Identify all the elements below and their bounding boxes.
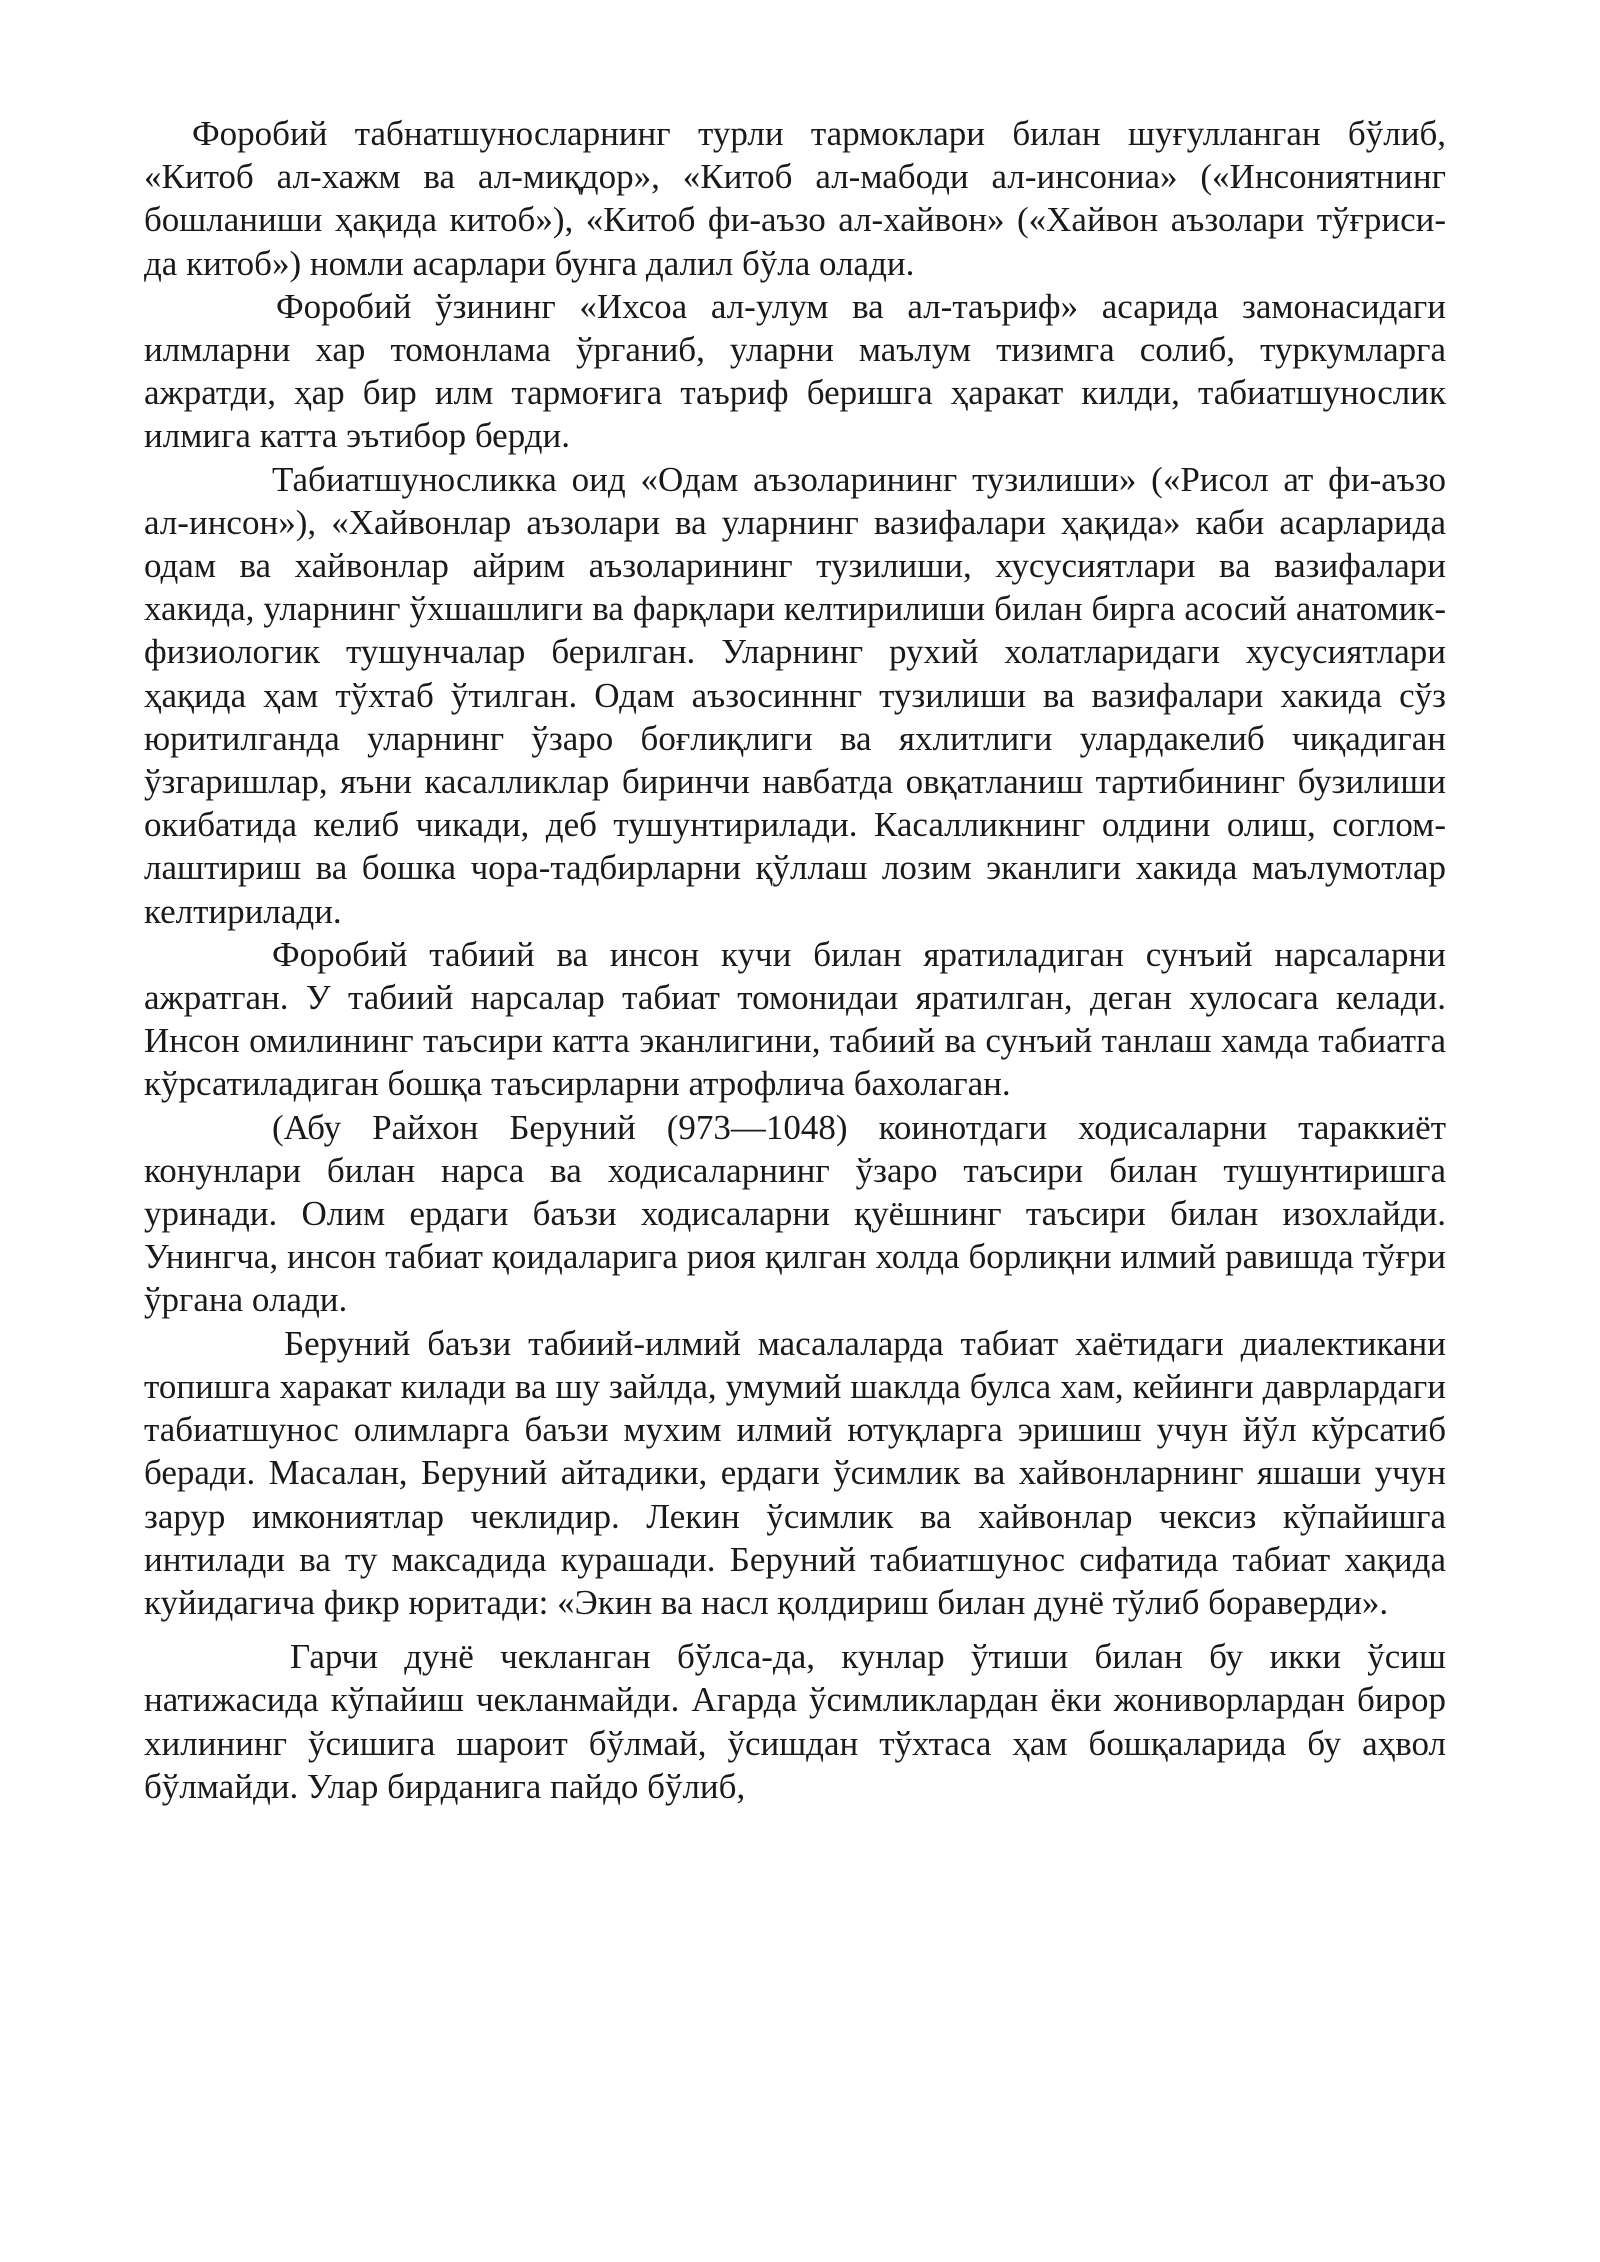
paragraph-7: Гарчи дунё чекланган бўлса-да, кунлар ўтиши билан бу икки ўсиш натижасида кўпайиш чекланмайди. Агарда ўсимликлардан ёки жониворлардан бирор хилининг ўсишига шароит бўлмай, ўсишдан тўхтаса ҳам бошқаларида бу аҳвол бўлмайди. Улар бирданига пайдо бўлиб, [144,1637,1446,1806]
paragraph-1: Форобий табнатшуносларнинг турли тармоклари билан шуғулланган бўлиб, «Китоб ал-хажм ва ал-миқдор», «Китоб ал-мабоди ал-инсониа» («Инсониятнинг бошланиши ҳақида китоб»), «Китоб фи-аъзо ал-хайвон» («Хайвон аъзолари тўғриси-да китоб») номли асарлари бунга далил бўла олади. [144,114,1446,283]
paragraph-2: Форобий ўзининг «Ихсоа ал-улум ва ал-таъриф» асарида замонасидаги илмларни хар томонлама ўрганиб, уларни маълум тизимга солиб, туркумларга ажратди, ҳар бир илм тармоғига таъриф беришга ҳаракат килди, табиатшунослик илмига катта эътибор берди. [144,286,1446,456]
paragraph-5: (Абу Райхон Беруний (973—1048) коинотдаги ходисаларни тараккиёт конунлари билан нарса ва ходисаларнинг ўзаро таъсири билан тушунтиришга уринади. Олим ердаги баъзи ходисаларни қуёшнинг таъсири билан изохлайди. Унингча, инсон табиат қоидаларига риоя қилган холда борлиқни илмий равишда тўғри ўргана олади. [144,1107,1446,1320]
paragraph-3: Табиатшуносликка оид «Одам аъзоларининг тузилиши» («Рисол ат фи-аъзо ал-инсон»), «Хайвонлар аъзолари ва уларнинг вазифалари ҳақида» каби асарларида одам ва хайвонлар айрим аъзоларининг тузилиши, хусусиятлари ва вазифалари хакида, уларнинг ўхшашлиги ва фарқлари келтирилиши билан бирга асосий анатомик-физиологик тушунчалар берилган. Уларнинг рухий холатларидаги хусусиятлари ҳақида ҳам тўхтаб ўтилган. Одам аъзосинннг тузилиши ва вазифалари хакида сўз юритилганда уларнинг ўзаро боғлиқлиги ва яхлитлиги улардакелиб чиқадиган ўзгаришлар, яъни касалликлар биринчи навбатда овқатланиш тартибининг бузилиши окибатида келиб чикади, деб тушунтирилади. Касалликнинг олдини олиш, соглом-лаштириш ва бошка чора-тадбирларни қўллаш лозим эканлиги хакида маълумотлар келтирилади. [144,459,1446,931]
paragraph-4: Форобий табиий ва инсон кучи билан яратиладиган сунъий нарсаларни ажратган. У табиий нарсалар табиат томонидаи яратилган, деган хулосага келади. Инсон омилининг таъсири катта эканлигини, табиий ва сунъий танлаш хамда табиатга кўрсатиладиган бошқа таъсирларни атрофлича бахолаган. [144,934,1446,1104]
paragraph-6: Беруний баъзи табиий-илмий масалаларда табиат хаётидаги диалектикани топишга харакат килади ва шу зайлда, умумий шаклда булса хам, кейинги даврлардаги табиатшунос олимларга баъзи мухим илмий ютуқларга эришиш учун йўл кўрсатиб беради. Масалан, Беруний айтадики, ердаги ўсимлик ва хайвонларнинг яшаши учун зарур имкониятлар чеклидир. Лекин ўсимлик ва хайвонлар чексиз кўпайишга интилади ва ту максадида курашади. Беруний табиатшунос сифатида табиат хақида куйидагича фикр юритади: «Экин ва насл қолдириш билан дунё тўлиб бораверди». [144,1323,1446,1622]
document-page [144,112,1446,1808]
